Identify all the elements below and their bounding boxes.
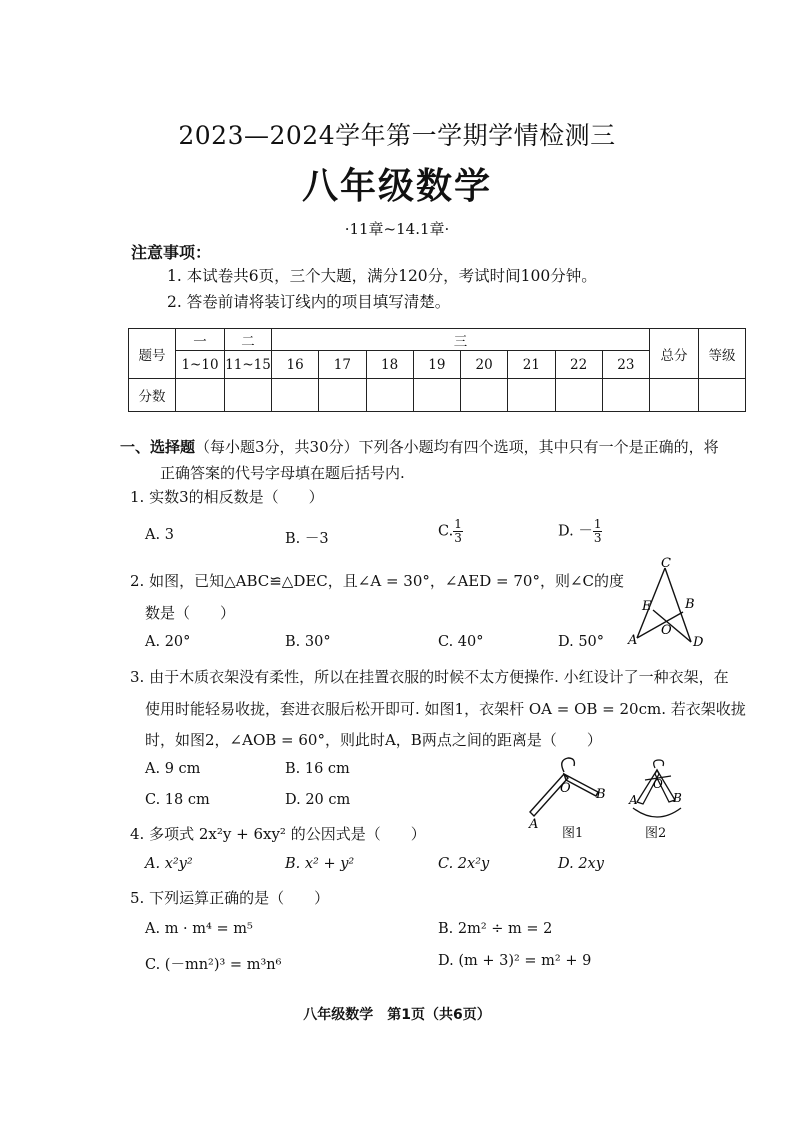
fig2-label-a: A [629, 793, 638, 807]
score-cell[interactable] [366, 379, 413, 412]
q3-stem-line3: 时，如图2，∠AOB = 60°，则此时A，B两点之间的距离是（ ） [145, 731, 602, 749]
notice-item: 2. 答卷前请将装订线内的项目填写清楚。 [167, 293, 451, 311]
q3-option-d: D. 20 cm [285, 792, 351, 808]
row-label-score: 分数 [129, 379, 176, 412]
fig2-caption: 图2 [645, 826, 667, 841]
hanger-figure-1 [520, 752, 610, 832]
label-a: A [628, 633, 638, 648]
fraction [593, 518, 603, 545]
q1-option-d [558, 518, 602, 545]
fig1-label-a: A [529, 817, 539, 832]
label-d: D [693, 635, 704, 650]
q4-option-c: C. 2x²y [438, 856, 490, 872]
q3-option-c: C. 18 cm [145, 792, 210, 808]
q2-stem-line1: 2. 如图，已知△ABC≌△DEC，且∠A = 30°，∠AED = 70°，则∠C的度 [130, 572, 624, 590]
total-header: 总分 [650, 329, 699, 379]
section-one-line1: （每小题3分，共30分）下列各小题均有四个选项，其中只有一个是正确的，将 [195, 438, 719, 456]
exam-title: 2023—2024学年第一学期学情检测三 [178, 121, 616, 150]
fig2-label-b: B [673, 791, 682, 805]
q2-option-a: A. 20° [145, 634, 191, 650]
denominator: 3 [454, 531, 462, 545]
q5-option-b: B. 2m² ÷ m = 2 [438, 921, 553, 937]
label-e: E [642, 599, 652, 614]
section-one-heading: 一、选择题 [120, 438, 196, 456]
page-footer: 八年级数学 第1页（共6页） [303, 1007, 491, 1023]
question-number: 18 [366, 351, 413, 379]
q1-option-c [438, 518, 463, 545]
score-cell[interactable] [508, 379, 555, 412]
numerator: 1 [593, 517, 602, 531]
fig1-label-b: B [596, 787, 606, 802]
triangle-figure [625, 552, 715, 652]
question-number: 19 [413, 351, 460, 379]
fig1-label-o: O [560, 781, 571, 796]
score-table [128, 328, 746, 412]
score-cell[interactable] [699, 379, 746, 412]
score-cell[interactable] [650, 379, 699, 412]
fig2-label-o: O [653, 777, 663, 791]
score-cell[interactable] [319, 379, 366, 412]
q2-option-b: B. 30° [285, 634, 331, 650]
hanger-hook [562, 758, 575, 772]
q3-option-b: B. 16 cm [285, 761, 350, 777]
hanger-arc [633, 808, 681, 817]
question-number: 22 [555, 351, 602, 379]
hanger-figure-2 [625, 758, 695, 820]
q2-option-d: D. 50° [558, 634, 605, 650]
q4-option-d: D. 2xy [558, 856, 604, 872]
q1-option-d-prefix: D. － [558, 523, 593, 540]
score-cell[interactable] [461, 379, 508, 412]
fig1-caption: 图1 [562, 826, 584, 841]
question-number: 21 [508, 351, 555, 379]
q4-option-a: A. x²y² [145, 856, 193, 872]
fraction [453, 518, 463, 545]
hanger-hook [654, 760, 664, 768]
range-two: 11~15 [225, 351, 272, 379]
score-cell[interactable] [602, 379, 649, 412]
denominator: 3 [593, 531, 602, 545]
group-one: 一 [176, 329, 225, 351]
numerator: 1 [454, 517, 462, 531]
q2-option-c: C. 40° [438, 634, 484, 650]
section-one-instructions [120, 434, 751, 486]
question-number: 20 [461, 351, 508, 379]
q3-option-a: A. 9 cm [145, 761, 201, 777]
label-o: O [661, 623, 672, 638]
score-cell[interactable] [225, 379, 272, 412]
subject-title: 八年级数学 [301, 166, 492, 207]
q4-option-b: B. x² + y² [285, 856, 355, 872]
grade-header: 等级 [699, 329, 746, 379]
q4-stem: 4. 多项式 2x²y + 6xy² 的公因式是（ ） [130, 825, 426, 843]
score-cell[interactable] [555, 379, 602, 412]
q5-option-d: D. (m + 3)² = m² + 9 [438, 953, 592, 969]
question-number: 23 [602, 351, 649, 379]
q1-stem: 1. 实数3的相反数是（ ） [130, 488, 324, 506]
question-number: 17 [319, 351, 366, 379]
score-cell[interactable] [176, 379, 225, 412]
q1-option-b: B. －3 [285, 531, 329, 547]
group-three: 三 [272, 329, 650, 351]
chapter-range: ·11章~14.1章· [344, 220, 450, 238]
notice-item: 1. 本试卷共6页，三个大题，满分120分，考试时间100分钟。 [167, 267, 597, 285]
group-two: 二 [225, 329, 272, 351]
q2-stem-line2: 数是（ ） [145, 604, 236, 622]
score-cell[interactable] [413, 379, 460, 412]
q5-stem: 5. 下列运算正确的是（ ） [130, 889, 330, 907]
q1-option-a: A. 3 [145, 527, 174, 543]
q3-stem-line2: 使用时能轻易收拢，套进衣服后松开即可. 如图1，衣架杆 OA = OB = 20cm. 若衣架收拢 [145, 700, 746, 718]
row-label-question: 题号 [129, 329, 176, 379]
q3-stem-line1: 3. 由于木质衣架没有柔性，所以在挂置衣服的时候不太方便操作. 小红设计了一种衣架，在 [130, 668, 729, 686]
label-c: C [661, 556, 671, 571]
q5-option-a: A. m · m⁴ = m⁵ [145, 921, 253, 937]
label-b: B [685, 597, 695, 612]
range-one: 1~10 [176, 351, 225, 379]
q5-option-c: C. (－mn²)³ = m³n⁶ [145, 957, 282, 973]
notice-heading: 注意事项： [131, 243, 212, 262]
section-one-line2: 正确答案的代号字母填在题后括号内. [160, 464, 405, 482]
score-cell[interactable] [272, 379, 319, 412]
question-number: 16 [272, 351, 319, 379]
q1-option-c-prefix: C. [438, 523, 454, 540]
